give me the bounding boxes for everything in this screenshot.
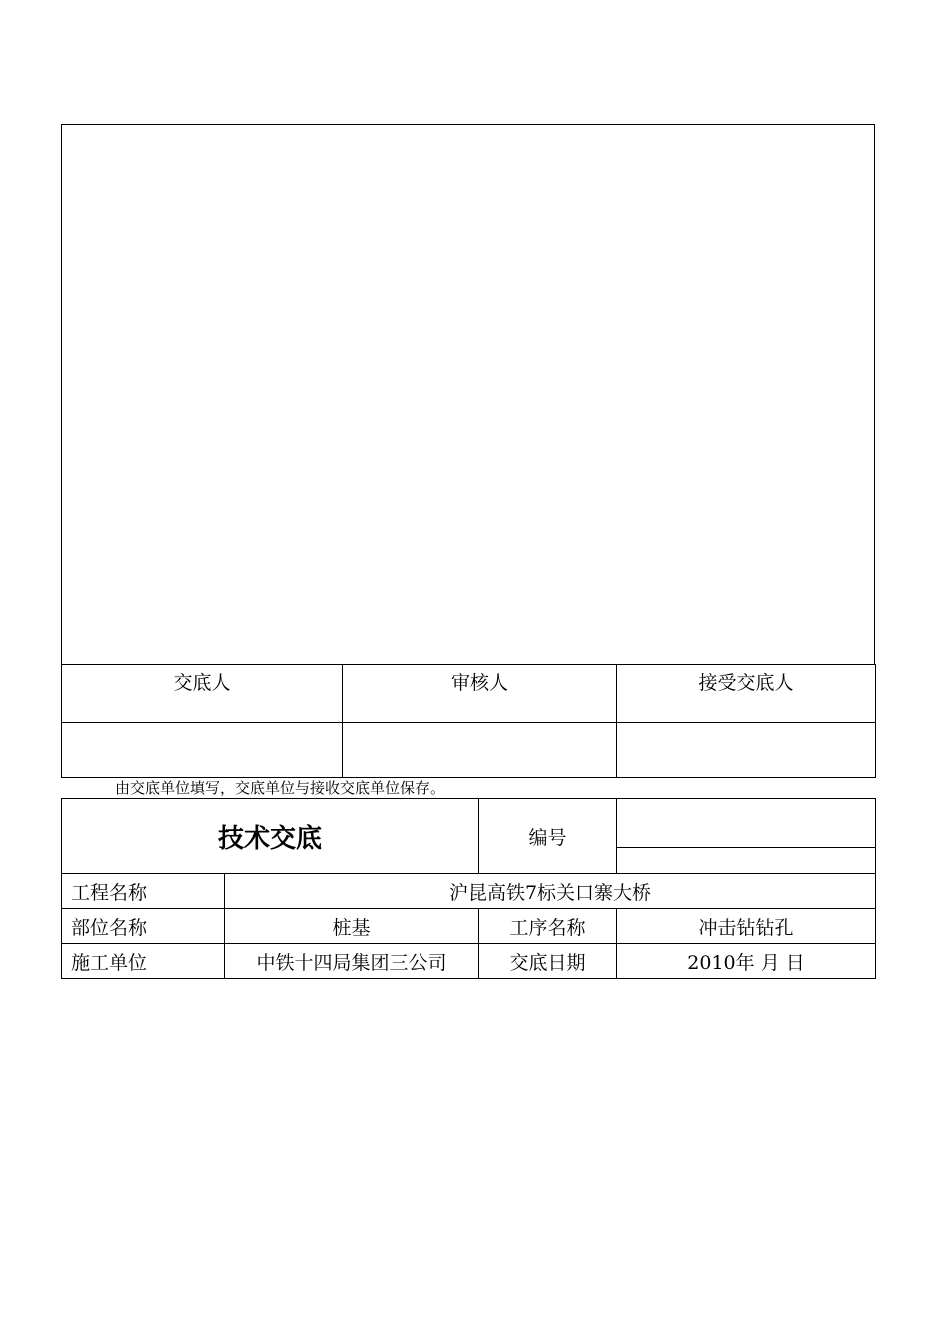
code-cell	[617, 799, 876, 874]
content-box	[61, 124, 875, 665]
project-label: 工程名称	[62, 874, 225, 909]
date-label: 交底日期	[479, 944, 617, 979]
storage-note: 由交底单位填写，交底单位与接收交底单位保存。	[115, 779, 446, 797]
part-row	[62, 909, 876, 944]
part-label: 部位名称	[62, 909, 225, 944]
signature-header-row	[62, 665, 876, 723]
project-row	[62, 874, 876, 909]
process-value: 冲击钻钻孔	[617, 909, 876, 944]
project-value: 沪昆高铁7标关口寨大桥	[225, 874, 876, 909]
reviewer-signature-field[interactable]	[343, 723, 617, 778]
code-label: 编号	[479, 799, 617, 874]
unit-label: 施工单位	[62, 944, 225, 979]
code-field[interactable]	[617, 799, 875, 848]
receiver-label: 接受交底人	[617, 665, 876, 723]
presenter-label: 交底人	[62, 665, 343, 723]
document-title: 技术交底	[62, 799, 479, 874]
title-row	[62, 799, 876, 874]
unit-row	[62, 944, 876, 979]
code-subfield[interactable]	[617, 848, 875, 873]
receiver-signature-field[interactable]	[617, 723, 876, 778]
signature-value-row	[62, 723, 876, 778]
reviewer-label: 审核人	[343, 665, 617, 723]
signature-table	[61, 664, 876, 778]
process-label: 工序名称	[479, 909, 617, 944]
date-value: 2010年 月 日	[617, 944, 876, 979]
presenter-signature-field[interactable]	[62, 723, 343, 778]
part-value: 桩基	[225, 909, 479, 944]
unit-value: 中铁十四局集团三公司	[225, 944, 479, 979]
info-table	[61, 798, 876, 979]
